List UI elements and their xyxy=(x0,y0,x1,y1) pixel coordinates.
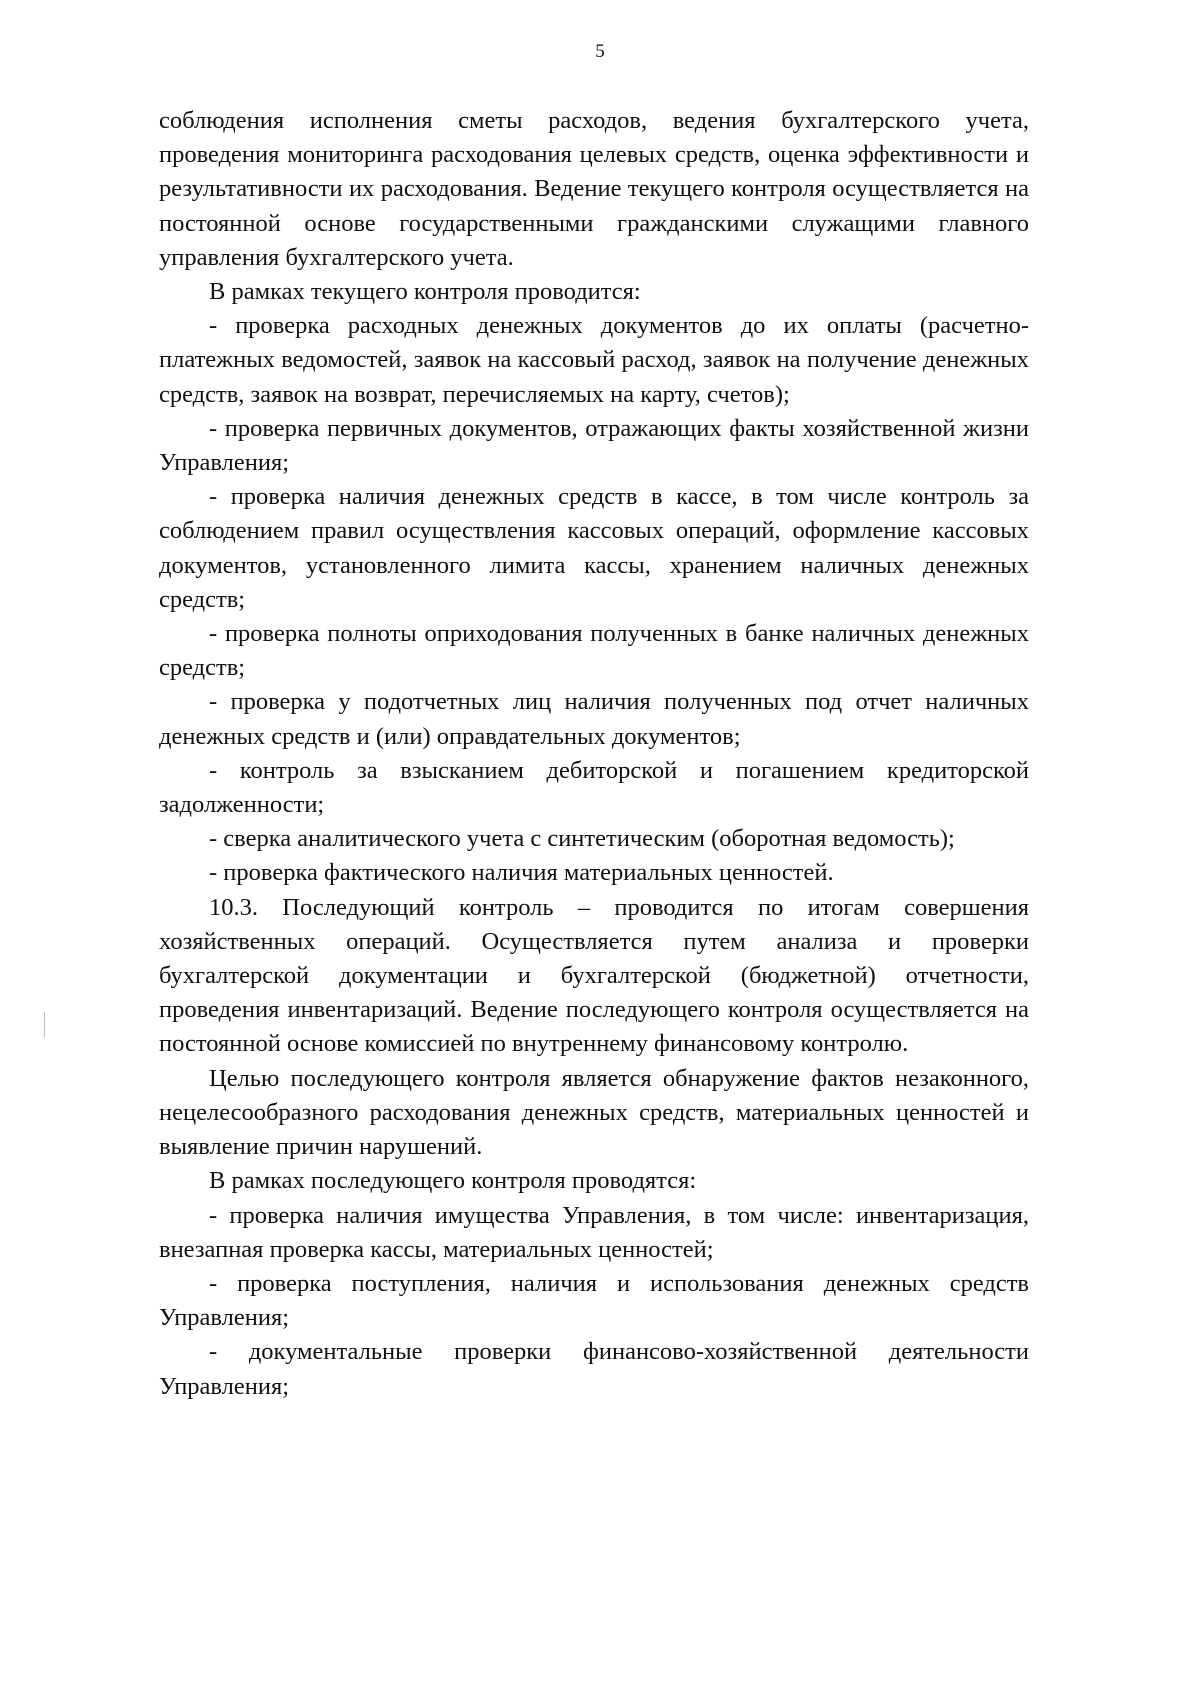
list-item-documentary-audits: - документальные проверки финансово-хозяйственной деятельности Управления; xyxy=(159,1338,1029,1400)
paragraph-subsequent-control-goal: Целью последующего контроля является обнаружение фактов незаконного, нецелесообразного расходования денежных средств, материальных ценностей и выявление причин нарушений. xyxy=(159,1064,1029,1161)
list-item-bank-cash-receipt-check: - проверка полноты оприходования полученных в банке наличных денежных средств; xyxy=(159,620,1029,682)
list-item-property-check: - проверка наличия имущества Управления, в том числе: инвентаризация, внезапная проверка кассы, материальных ценностей; xyxy=(159,1201,1029,1263)
list-item-inventory-check: - проверка фактического наличия материальных ценностей. xyxy=(209,859,834,887)
document-body xyxy=(159,104,1029,1404)
paragraph-subsequent-control: 10.3. Последующий контроль – проводится по итогам совершения хозяйственных операций. Осуществляется путем анализа и проверки бухгалтерской документации и бухгалтерской (бюджетной) отчетности, проведения инвентаризаций. Ведение последующего контроля осуществляется на постоянной основе комиссией по внутреннему финансовому контролю. xyxy=(159,893,1029,1058)
list-item-receivables-control: - контроль за взысканием дебиторской и погашением кредиторской задолженности; xyxy=(159,756,1029,819)
list-item-cash-check: - проверка наличия денежных средств в кассе, в том числе контроль за соблюдением правил осуществления кассовых операций, оформление кассовых документов, установленного лимита кассы, хранением наличных денежных средств; xyxy=(159,483,1029,613)
paragraph-subsequent-control-intro: В рамках последующего контроля проводятся: xyxy=(209,1167,697,1195)
page-number: 5 xyxy=(595,41,605,62)
list-item-funds-use-check: - проверка поступления, наличия и использования денежных средств Управления; xyxy=(159,1269,1029,1332)
paragraph-continuation: соблюдения исполнения сметы расходов, ведения бухгалтерского учета, проведения мониторинга расходования целевых средств, оценка эффективности и результативности их расходования. Ведение текущего контроля осуществляется на постоянной основе государственными гражданскими служащими главного управления бухгалтерского учета. xyxy=(159,107,1029,271)
list-item-accounting-reconciliation: - сверка аналитического учета с синтетическим (оборотная ведомость); xyxy=(209,825,955,853)
scan-margin-mark xyxy=(44,1012,45,1038)
list-item-accountable-persons-check: - проверка у подотчетных лиц наличия полученных под отчет наличных денежных средств и (или) оправдательных документов; xyxy=(159,688,1029,750)
list-item-expense-documents-check: - проверка расходных денежных документов до их оплаты (расчетно-платежных ведомостей, заявок на кассовый расход, заявок на получение денежных средств, заявок на возврат, перечисляемых на карту, счетов); xyxy=(159,312,1029,408)
paragraph-current-control-intro: В рамках текущего контроля проводится: xyxy=(209,278,641,306)
list-item-primary-documents-check: - проверка первичных документов, отражающих факты хозяйственной жизни Управления; xyxy=(159,414,1029,477)
